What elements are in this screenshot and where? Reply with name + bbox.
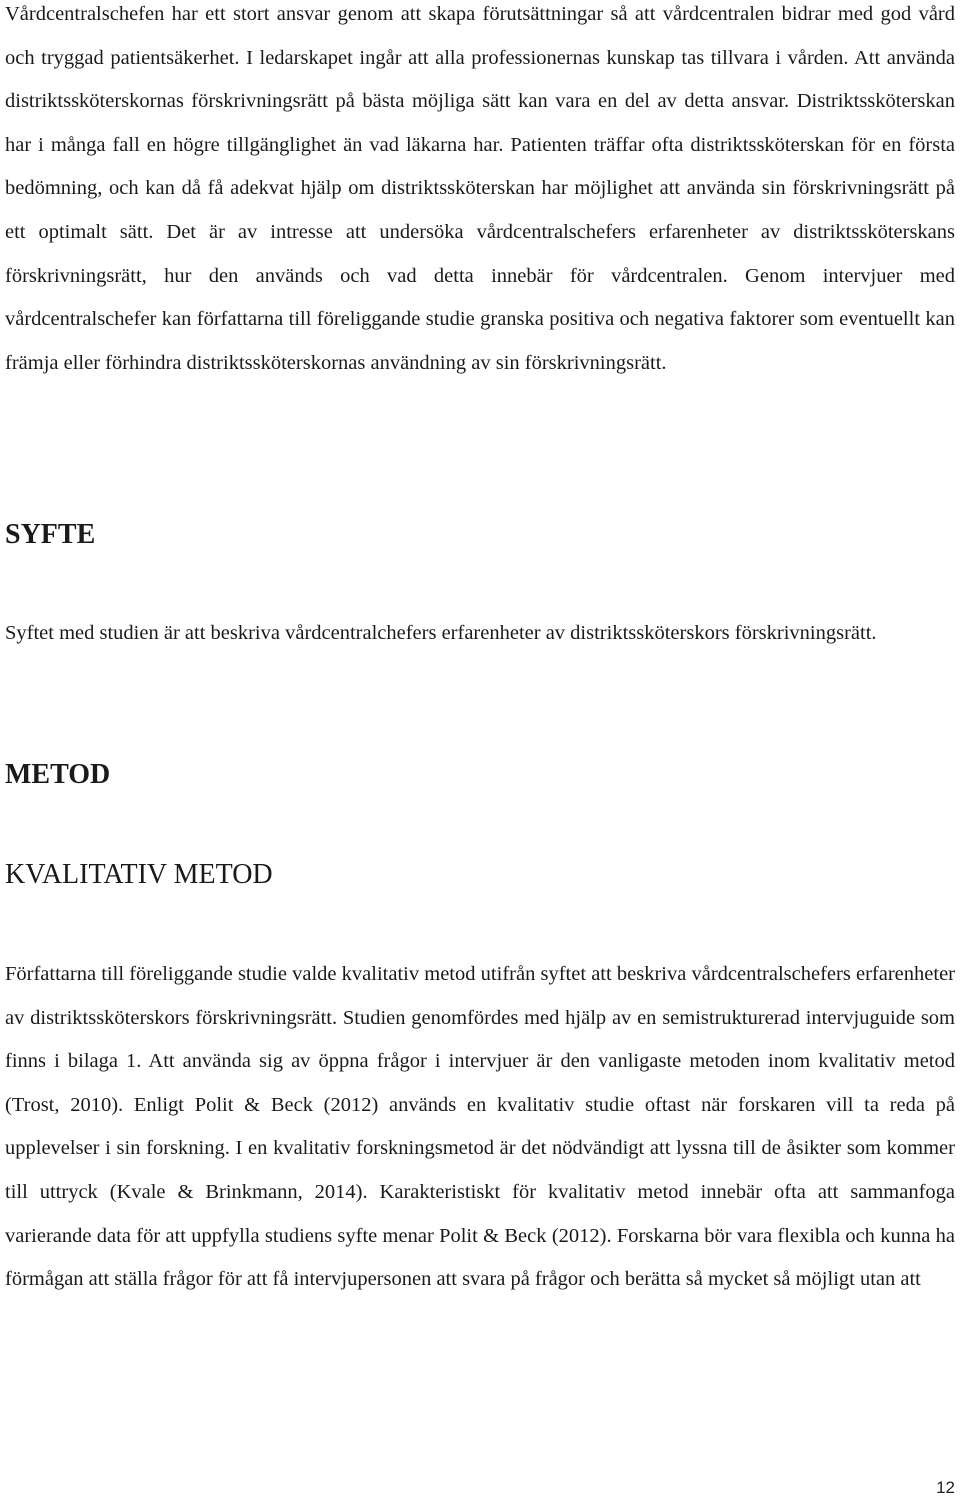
kvalitativ-metod-paragraph: Författarna till föreliggande studie valde kvalitativ metod utifrån syftet att beskriva vårdcentralschefers erfarenheter av distriktssköterskors förskrivningsrätt. Studien genomfördes med hjälp av en semistrukturerad intervjuguide som finns i bilaga 1. Att använda sig av öppna frågor i intervjuer är den vanligaste metoden inom kvalitativ metod (Trost, 2010). Enligt Polit & Beck (2012) används en kvalitativ studie oftast när forskaren vill ta reda på upplevelser i sin forskning. I en kvalitativ forskningsmetod är det nödvändigt att lyssna till de åsikter som kommer till uttryck (Kvale & Brinkmann, 2014). Karakteristiskt för kvalitativ metod innebär ofta att sammanfoga varierande data för att uppfylla studiens syfte menar Polit & Beck (2012). Forskarna bör vara flexibla och kunna ha förmågan att ställa frågor för att få intervjupersonen att svara på frågor och berätta så mycket så möjligt utan att <box>5 963 955 1291</box>
heading-metod: METOD <box>5 759 111 790</box>
heading-kvalitativ-metod: KVALITATIV METOD <box>5 859 273 890</box>
page-number: 12 <box>936 1478 955 1497</box>
syfte-paragraph: Syftet med studien är att beskriva vårdcentralchefers erfarenheter av distriktssköterskors förskrivningsrätt. <box>5 622 877 644</box>
intro-paragraph: Vårdcentralschefen har ett stort ansvar genom att skapa förutsättningar så att vårdcentralen bidrar med god vård och tryggad patientsäkerhet. I ledarskapet ingår att alla professionernas kunskap tas tillvara i vården. Att använda distriktssköterskornas förskrivningsrätt på bästa möjliga sätt kan vara en del av detta ansvar. Distriktssköterskan har i många fall en högre tillgänglighet än vad läkarna har. Patienten träffar ofta distriktssköterskan för en första bedömning, och kan då få adekvat hjälp om distriktssköterskan har möjlighet att använda sin förskrivningsrätt på ett optimalt sätt. Det är av intresse att undersöka vårdcentralschefers erfarenheter av distriktssköterskans förskrivningsrätt, hur den används och vad detta innebär för vårdcentralen. Genom intervjuer med vårdcentralschefer kan författarna till föreliggande studie granska positiva och negativa faktorer som eventuellt kan främja eller förhindra distriktssköterskornas användning av sin förskrivningsrätt. <box>5 3 955 374</box>
heading-syfte: SYFTE <box>5 519 96 550</box>
